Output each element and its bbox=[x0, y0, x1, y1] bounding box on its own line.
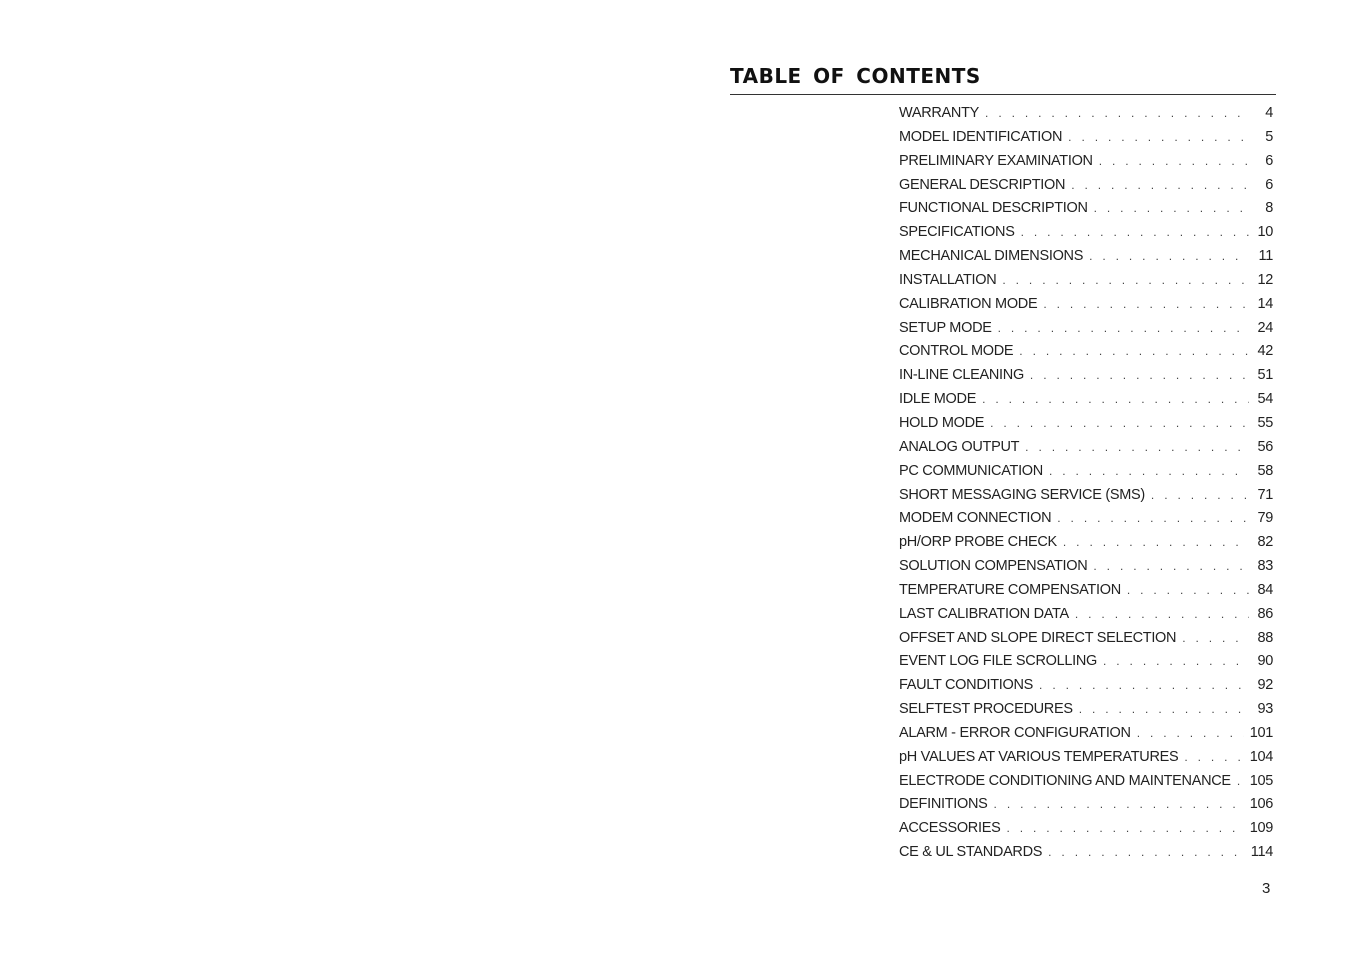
title-divider bbox=[730, 94, 1276, 95]
toc-entry-page: 83 bbox=[1257, 558, 1273, 575]
dot-leader bbox=[994, 797, 1244, 811]
toc-entry-title: GENERAL DESCRIPTION bbox=[899, 176, 1066, 193]
toc-entry-title: ALARM - ERROR CONFIGURATION bbox=[899, 724, 1131, 741]
toc-entry-title: INSTALLATION bbox=[899, 271, 997, 288]
toc-entry[interactable] bbox=[899, 153, 1273, 177]
toc-entry[interactable] bbox=[899, 248, 1273, 272]
toc-entry-page: 55 bbox=[1257, 414, 1273, 431]
toc-entry-page: 10 bbox=[1257, 224, 1273, 241]
toc-entry-title: CE & UL STANDARDS bbox=[899, 844, 1043, 861]
toc-entry[interactable] bbox=[899, 129, 1273, 153]
dot-leader bbox=[998, 321, 1249, 335]
toc-entry[interactable] bbox=[899, 296, 1273, 320]
dot-leader bbox=[1151, 488, 1249, 502]
toc-entry-page: 93 bbox=[1257, 701, 1273, 718]
dot-leader bbox=[1071, 178, 1249, 192]
dot-leader bbox=[1068, 130, 1249, 144]
toc-entry-page: 71 bbox=[1257, 486, 1273, 503]
table-of-contents bbox=[899, 105, 1273, 868]
toc-entry-title: pH VALUES AT VARIOUS TEMPERATURES bbox=[899, 748, 1179, 765]
toc-entry-page: 114 bbox=[1250, 844, 1273, 861]
toc-entry[interactable] bbox=[899, 463, 1273, 487]
page-number: 3 bbox=[1262, 880, 1271, 897]
toc-entry-title: SETUP MODE bbox=[899, 319, 992, 336]
dot-leader bbox=[1039, 678, 1249, 692]
toc-entry-page: 6 bbox=[1265, 152, 1273, 169]
dot-leader bbox=[1103, 654, 1249, 668]
toc-entry-page: 6 bbox=[1265, 176, 1273, 193]
toc-entry-title: IDLE MODE bbox=[899, 391, 977, 408]
toc-entry-title: SELFTEST PROCEDURES bbox=[899, 701, 1073, 718]
dot-leader bbox=[1093, 559, 1249, 573]
dot-leader bbox=[1019, 344, 1249, 358]
toc-entry-title: SPECIFICATIONS bbox=[899, 224, 1015, 241]
dot-leader bbox=[1002, 273, 1249, 287]
dot-leader bbox=[1089, 249, 1249, 263]
toc-entry-page: 58 bbox=[1257, 462, 1273, 479]
dot-leader bbox=[1025, 440, 1249, 454]
toc-entry[interactable] bbox=[899, 677, 1273, 701]
toc-entry-page: 14 bbox=[1257, 295, 1273, 312]
toc-entry-title: MECHANICAL DIMENSIONS bbox=[899, 248, 1084, 265]
toc-entry[interactable] bbox=[899, 200, 1273, 224]
toc-entry[interactable] bbox=[899, 796, 1273, 820]
toc-entry-title: CALIBRATION MODE bbox=[899, 295, 1038, 312]
toc-entry-title: DEFINITIONS bbox=[899, 796, 988, 813]
toc-entry-page: 51 bbox=[1257, 367, 1273, 384]
dot-leader bbox=[1006, 821, 1243, 835]
toc-entry-page: 54 bbox=[1257, 391, 1273, 408]
dot-leader bbox=[1030, 368, 1249, 382]
toc-entry-page: 101 bbox=[1249, 724, 1273, 741]
toc-entry[interactable] bbox=[899, 510, 1273, 534]
toc-entry-page: 8 bbox=[1265, 200, 1273, 217]
toc-entry[interactable] bbox=[899, 320, 1273, 344]
toc-entry-page: 42 bbox=[1257, 343, 1273, 360]
toc-entry-title: MODEL IDENTIFICATION bbox=[899, 128, 1063, 145]
toc-entry[interactable] bbox=[899, 701, 1273, 725]
toc-entry[interactable] bbox=[899, 224, 1273, 248]
toc-entry-page: 4 bbox=[1265, 105, 1273, 121]
toc-entry-title: IN-LINE CLEANING bbox=[899, 367, 1024, 384]
toc-entry-title: PRELIMINARY EXAMINATION bbox=[899, 152, 1093, 169]
dot-leader bbox=[1043, 297, 1249, 311]
toc-entry-page: 5 bbox=[1265, 128, 1273, 145]
toc-entry-title: OFFSET AND SLOPE DIRECT SELECTION bbox=[899, 629, 1177, 646]
toc-entry[interactable] bbox=[899, 558, 1273, 582]
toc-entry[interactable] bbox=[899, 272, 1273, 296]
dot-leader bbox=[1099, 154, 1249, 168]
dot-leader bbox=[1021, 225, 1249, 239]
dot-leader bbox=[1137, 726, 1244, 740]
toc-entry-title: FUNCTIONAL DESCRIPTION bbox=[899, 200, 1088, 217]
toc-entry[interactable] bbox=[899, 534, 1273, 558]
toc-entry[interactable] bbox=[899, 367, 1273, 391]
toc-entry[interactable] bbox=[899, 844, 1273, 868]
toc-entry-page: 82 bbox=[1257, 534, 1273, 551]
toc-entry-title: HOLD MODE bbox=[899, 414, 985, 431]
toc-entry-title: WARRANTY bbox=[899, 105, 980, 121]
toc-entry-page: 84 bbox=[1257, 581, 1273, 598]
toc-entry-title: ANALOG OUTPUT bbox=[899, 438, 1020, 455]
toc-entry-title: pH/ORP PROBE CHECK bbox=[899, 534, 1057, 551]
page-title: TABLE OF CONTENTS bbox=[730, 64, 981, 88]
toc-entry-page: 90 bbox=[1257, 653, 1273, 670]
toc-entry-title: EVENT LOG FILE SCROLLING bbox=[899, 653, 1098, 670]
toc-entry-page: 12 bbox=[1257, 271, 1273, 288]
dot-leader bbox=[1237, 774, 1244, 788]
dot-leader bbox=[1075, 607, 1249, 621]
toc-entry-title: CONTROL MODE bbox=[899, 343, 1014, 360]
dot-leader bbox=[1079, 702, 1249, 716]
toc-entry[interactable] bbox=[899, 415, 1273, 439]
toc-entry-page: 86 bbox=[1257, 605, 1273, 622]
toc-entry[interactable] bbox=[899, 582, 1273, 606]
toc-entry-title: PC COMMUNICATION bbox=[899, 462, 1043, 479]
toc-entry-page: 56 bbox=[1257, 438, 1273, 455]
dot-leader bbox=[1182, 631, 1249, 645]
toc-entry[interactable] bbox=[899, 343, 1273, 367]
toc-entry[interactable] bbox=[899, 725, 1273, 749]
dot-leader bbox=[985, 106, 1249, 120]
toc-entry[interactable] bbox=[899, 773, 1273, 797]
toc-entry-title: SHORT MESSAGING SERVICE (SMS) bbox=[899, 486, 1145, 503]
toc-entry-title: FAULT CONDITIONS bbox=[899, 677, 1034, 694]
toc-entry-page: 105 bbox=[1249, 772, 1273, 789]
dot-leader bbox=[1094, 201, 1249, 215]
toc-entry[interactable] bbox=[899, 820, 1273, 844]
toc-entry[interactable] bbox=[899, 439, 1273, 463]
toc-entry-page: 109 bbox=[1249, 820, 1273, 837]
dot-leader bbox=[1057, 511, 1249, 525]
toc-entry-page: 92 bbox=[1257, 677, 1273, 694]
toc-entry[interactable] bbox=[899, 105, 1273, 129]
toc-entry[interactable] bbox=[899, 487, 1273, 511]
toc-entry-page: 79 bbox=[1257, 510, 1273, 527]
dot-leader bbox=[1184, 750, 1243, 764]
toc-entry-page: 11 bbox=[1258, 248, 1273, 265]
toc-entry-page: 104 bbox=[1249, 748, 1273, 765]
dot-leader bbox=[990, 416, 1249, 430]
toc-entry-title: ELECTRODE CONDITIONING AND MAINTENANCE bbox=[899, 772, 1231, 789]
toc-entry[interactable] bbox=[899, 391, 1273, 415]
toc-entry-title: TEMPERATURE COMPENSATION bbox=[899, 581, 1121, 598]
dot-leader bbox=[1127, 583, 1249, 597]
dot-leader bbox=[982, 392, 1249, 406]
dot-leader bbox=[1048, 845, 1245, 859]
dot-leader bbox=[1063, 535, 1249, 549]
toc-entry-page: 88 bbox=[1257, 629, 1273, 646]
toc-entry[interactable] bbox=[899, 606, 1273, 630]
toc-entry-page: 106 bbox=[1249, 796, 1273, 813]
toc-entry[interactable] bbox=[899, 653, 1273, 677]
dot-leader bbox=[1049, 464, 1249, 478]
toc-entry-title: ACCESSORIES bbox=[899, 820, 1001, 837]
toc-entry[interactable] bbox=[899, 177, 1273, 201]
toc-entry-title: SOLUTION COMPENSATION bbox=[899, 558, 1088, 575]
toc-entry-page: 24 bbox=[1257, 319, 1273, 336]
toc-entry-title: MODEM CONNECTION bbox=[899, 510, 1052, 527]
toc-entry[interactable] bbox=[899, 749, 1273, 773]
toc-entry[interactable] bbox=[899, 630, 1273, 654]
toc-entry-title: LAST CALIBRATION DATA bbox=[899, 605, 1069, 622]
